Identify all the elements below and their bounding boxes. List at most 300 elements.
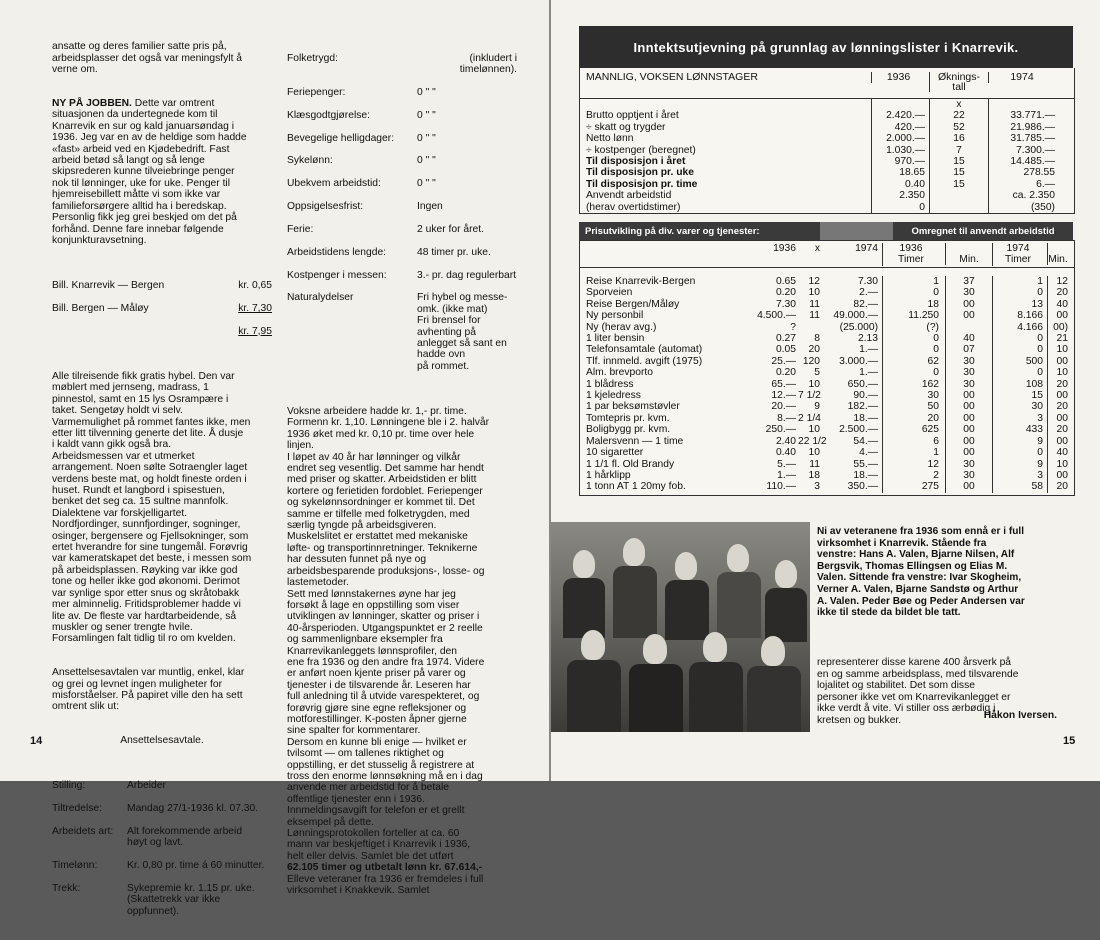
contract-value: Mandag 27/1-1936 kl. 07.30. bbox=[127, 803, 259, 815]
left-column-2 bbox=[287, 30, 517, 908]
time-row-1936-min: 00 bbox=[945, 481, 992, 492]
income-row-label: (herav overtidstimer) bbox=[586, 201, 681, 213]
price-row-1974: 1.— bbox=[859, 344, 878, 356]
price-row-label: Tlf. innmeld. avgift (1975) bbox=[586, 355, 703, 367]
price-header-1974: 1974 bbox=[855, 243, 878, 254]
price-row-label: 1 1/1 fl. Old Brandy bbox=[586, 458, 675, 470]
benefit-key: Klæsgodtgjørelse: bbox=[287, 109, 370, 121]
time-row-1936-hours: 0 bbox=[882, 344, 945, 355]
price-header-1936: 1936 bbox=[773, 243, 796, 254]
time-row-1936-min: 30 bbox=[945, 470, 992, 481]
fare-total-row bbox=[52, 326, 272, 337]
income-row-label: ÷ kostpenger (beregnet) bbox=[586, 144, 696, 156]
benefit-value: 0 " " bbox=[417, 109, 436, 121]
person-body bbox=[613, 566, 657, 638]
price-row-1936: 12.— bbox=[771, 390, 796, 402]
income-row bbox=[580, 202, 1074, 213]
income-row bbox=[580, 156, 1074, 167]
benefit-value: 48 timer pr. uke. bbox=[417, 246, 491, 258]
time-row-1936-min: 00 bbox=[945, 401, 992, 412]
time-row-1974-min: 10 bbox=[1047, 344, 1074, 355]
time-row-1974-min: 20 bbox=[1047, 424, 1074, 435]
income-row-growth: 15 bbox=[929, 179, 988, 190]
price-row-label: Malersvenn — 1 time bbox=[586, 435, 684, 447]
time-row-1936-hours: 18 bbox=[882, 299, 945, 310]
time-row-1974-hours: 15 bbox=[992, 390, 1047, 401]
price-row-label: 1 kjeledress bbox=[586, 390, 641, 402]
benefit-value: 0 " " bbox=[417, 87, 436, 99]
price-row-1936: 4.500.— bbox=[757, 310, 796, 322]
price-row-label: 10 sigaretter bbox=[586, 447, 644, 459]
price-row-1936: 0.27 bbox=[775, 333, 796, 345]
fare-row bbox=[52, 303, 272, 314]
benefit-value: 0 " " bbox=[417, 155, 436, 167]
contract-key: Stilling: bbox=[52, 780, 86, 792]
time-row-1974-min: 10 bbox=[1047, 367, 1074, 378]
income-row-label bbox=[580, 99, 871, 110]
page-number-left: 14 bbox=[30, 735, 43, 747]
income-row-1936 bbox=[871, 99, 929, 110]
income-row-1974: 33.771.— bbox=[988, 110, 1061, 121]
contract-row bbox=[52, 826, 272, 849]
price-row-1974: 2.13 bbox=[857, 333, 878, 345]
price-row-1974: (25.000) bbox=[839, 321, 878, 333]
income-row-growth: 22 bbox=[929, 110, 988, 121]
time-row-1936-min: 00 bbox=[945, 310, 992, 321]
income-header-growth: Øknings- tall bbox=[929, 72, 988, 92]
price-row-label: Reise Knarrevik-Bergen bbox=[586, 276, 696, 287]
fare-row bbox=[52, 280, 272, 291]
person-head bbox=[703, 632, 727, 662]
time-row-1936-hours: (?) bbox=[882, 322, 945, 333]
income-row-1974: 6.— bbox=[988, 179, 1061, 190]
price-row-1936: 8.— bbox=[777, 412, 796, 424]
author-signature: Håkon Iversen. bbox=[983, 710, 1057, 721]
income-row-1974: 31.785.— bbox=[988, 133, 1061, 144]
income-row-label: ÷ skatt og trygder bbox=[586, 121, 666, 133]
price-row-factor: 10 bbox=[808, 378, 820, 390]
price-row bbox=[580, 299, 1074, 310]
income-row-1936: 970.— bbox=[871, 156, 929, 167]
income-row-growth bbox=[929, 190, 988, 201]
price-row-1936: 0.40 bbox=[775, 447, 796, 459]
income-row bbox=[580, 122, 1074, 133]
price-row bbox=[580, 424, 1074, 435]
benefit-value: 0 " " bbox=[417, 178, 436, 190]
time-row-1974-min: 00 bbox=[1047, 390, 1074, 401]
fare-route: Bill. Knarrevik — Bergen bbox=[52, 280, 165, 292]
income-row-1936: 2.000.— bbox=[871, 133, 929, 144]
time-row-1974-hours: 58 bbox=[992, 481, 1047, 492]
time-row-1974-min: 10 bbox=[1047, 459, 1074, 470]
price-row bbox=[580, 356, 1074, 367]
income-row-growth: 15 bbox=[929, 156, 988, 167]
time-row-1974-min: 20 bbox=[1047, 481, 1074, 492]
price-row-1974: 90.— bbox=[853, 390, 878, 402]
income-header-1936: 1936 bbox=[871, 72, 929, 83]
time-row-1974-min: 00) bbox=[1047, 322, 1074, 333]
contract-intro: Ansettelsesavtalen var muntlig, enkel, klar og grei og levnet ingen muligheter for misforståelser. På papiret ville den ha sett omtrent slik ut: bbox=[52, 667, 245, 713]
time-row-1936-min: 00 bbox=[945, 413, 992, 424]
time-row-1974-hours: 433 bbox=[992, 424, 1047, 435]
person-body bbox=[747, 666, 801, 732]
benefit-key: Arbeidstidens lengde: bbox=[287, 246, 387, 258]
price-band-fill bbox=[820, 222, 893, 240]
price-row-1974: 2.— bbox=[859, 287, 878, 299]
fare-route: Bill. Bergen — Måløy bbox=[52, 302, 149, 314]
income-row-1936: 1.030.— bbox=[871, 145, 929, 156]
time-row-1936-hours: 2 bbox=[882, 470, 945, 481]
time-row-1974-hours: 500 bbox=[992, 356, 1047, 367]
benefit-row bbox=[287, 155, 517, 166]
price-row-label: Ny personbil bbox=[586, 310, 644, 322]
price-row bbox=[580, 447, 1074, 458]
article-text: Voksne arbeidere hadde kr. 1,- pr. time. Formenn kr. 1,10. Lønningene ble i 2. halvår 1936 øket med kr. 0,10 pr. time over hele linjen. I løpet av 40 år har lønninger og vilkår endret seg vesentlig. Det samme har hendt med priser og skatter. Arbeidstiden er blitt kortere og ferietiden fordoblet. Feriepenger og sykelønnsordninger er kommet til. Det samme er tilfelle med folketrygden, med særlig tyngde på arbeidsgiveren. Muskelslitet er erstattet med mekaniske løfte- og transportinnretninger. Teknikerne har dessuten funnet på nye og arbeidsbesparende produksjons-, losse- og lastemetoder. Sett med lønnstakernes øyne har jeg forsøkt å lage en oppstilling som viser utviklingen av lønninger, skatter og priser i 40-årsperioden. Utgangspunktet er 2 reelle og sammenlignbare eksempler fra Knarrevikanleggets lønnsprofiler, den ene fra 1936 og den andre fra 1974. Videre er anført noen kjente priser på varer og tjenester i de tilsvarende år. Leseren har full anledning til å utvide varespekteret, og forøvrig gjøre sine egne refleksjoner og motforestillinger. K-posten åpner gjerne sine spalter for kommentarer. Dersom en kunne bli enige — hvilket er tvilsomt — om tallenes riktighet og oppstilling, er det stusselig å registrere at tross den enorme lønnsøkning må en i dag anvende mer arbeidstid for å betale offentlige tjenester enn i 1936. Innmeldingsavgift for telefon er et grellt eksempel på dette. Lønningsprotokollen forteller at ca. 60 mann var beskjeftiget i Knarrevik i 1936, helt eller delvis. Samlet ble det utført bbox=[287, 406, 490, 862]
price-row-1936: 20.— bbox=[771, 401, 796, 413]
contract-row bbox=[52, 860, 272, 871]
contract-key: Timelønn: bbox=[52, 860, 98, 872]
time-row-1936-hours: 30 bbox=[882, 390, 945, 401]
price-row bbox=[580, 470, 1074, 481]
right-page bbox=[551, 0, 1100, 781]
price-row-factor: 7 1/2 bbox=[798, 390, 821, 402]
time-row-1974-hours: 0 bbox=[992, 333, 1047, 344]
time-row-1936-min: 30 bbox=[945, 367, 992, 378]
time-row-1936-hours: 20 bbox=[882, 413, 945, 424]
income-row-label: Brutto opptjent i året bbox=[586, 110, 679, 122]
income-row-growth: 7 bbox=[929, 145, 988, 156]
price-row-factor: 120 bbox=[802, 355, 820, 367]
benefit-row bbox=[287, 87, 517, 98]
income-row-label: Netto lønn bbox=[586, 133, 634, 145]
time-row-1974-hours: 108 bbox=[992, 379, 1047, 390]
time-row-1974-hours: 1 bbox=[992, 276, 1047, 287]
income-row bbox=[580, 167, 1074, 178]
income-row-1974: 14.485.— bbox=[988, 156, 1061, 167]
price-row-1974: 49.000.— bbox=[833, 310, 878, 322]
benefit-value: 0 " " bbox=[417, 132, 436, 144]
time-row-1936-hours: 50 bbox=[882, 401, 945, 412]
benefit-row bbox=[287, 201, 517, 212]
time-row-1936-min: 40 bbox=[945, 333, 992, 344]
income-row-1936: 2.420.— bbox=[871, 110, 929, 121]
benefit-row bbox=[287, 53, 517, 76]
income-row bbox=[580, 145, 1074, 156]
person-head bbox=[775, 560, 797, 588]
price-row-factor: 2 1/4 bbox=[798, 412, 821, 424]
time-header-1936-min: Min. bbox=[945, 243, 992, 265]
person-head bbox=[675, 552, 697, 580]
price-row-factor: 10 bbox=[808, 424, 820, 436]
contract-row bbox=[52, 780, 272, 791]
veterans-photo bbox=[551, 522, 810, 732]
person-body bbox=[563, 578, 605, 638]
price-row bbox=[580, 333, 1074, 344]
time-header-1936 bbox=[882, 243, 945, 266]
time-row-1936-min: 30 bbox=[945, 356, 992, 367]
person-head bbox=[623, 538, 645, 566]
price-row-factor: 9 bbox=[814, 401, 820, 413]
benefit-row bbox=[287, 178, 517, 189]
time-row-1936-hours: 1 bbox=[882, 276, 945, 287]
person-head bbox=[761, 636, 785, 666]
time-row-1974-hours: 3 bbox=[992, 470, 1047, 481]
price-row-1936: 2.40 bbox=[775, 435, 796, 447]
time-row-1974-hours: 9 bbox=[992, 436, 1047, 447]
income-row-growth: 16 bbox=[929, 133, 988, 144]
time-row-1974-hours: 8.166 bbox=[992, 310, 1047, 321]
income-row-label: Anvendt arbeidstid bbox=[586, 190, 672, 202]
article-end-text: Elleve veteraner fra 1936 er fremdeles i full virksomhet i Knakkevik. Samlet bbox=[287, 873, 484, 897]
time-row-1936-min: 30 bbox=[945, 287, 992, 298]
price-row-1974: 55.— bbox=[853, 458, 878, 470]
benefit-value: 2 uker for året. bbox=[417, 223, 484, 235]
person-body bbox=[689, 662, 743, 732]
price-row bbox=[580, 322, 1074, 333]
price-row-1974: 82.— bbox=[853, 298, 878, 310]
contract-value: Sykepremie kr. 1.15 pr. uke. (Skattetrekk var ikke oppfunnet). bbox=[127, 883, 255, 917]
person-head bbox=[581, 630, 605, 660]
price-table-body bbox=[580, 268, 1074, 495]
left-column-1 bbox=[52, 30, 272, 940]
price-header-x: x bbox=[814, 243, 820, 254]
benefit-value: Fri hybel og messe- omk. (ikke mat) Fri brensel for avhenting på anlegget så sant en hadde ovn på rommet. bbox=[417, 292, 508, 372]
income-row-1974: ca. 2.350 bbox=[988, 190, 1061, 201]
time-row-1974-min: 40 bbox=[1047, 447, 1074, 458]
price-row-1974: 54.— bbox=[853, 435, 878, 447]
benefit-row bbox=[287, 110, 517, 121]
price-row-1936: ? bbox=[790, 321, 796, 333]
time-row-1936-hours: 625 bbox=[882, 424, 945, 435]
time-row-1974-hours: 0 bbox=[992, 287, 1047, 298]
benefit-value: (inkludert i timelønnen). bbox=[459, 52, 517, 76]
price-row-1936: 110.— bbox=[766, 481, 796, 493]
time-row-1974-min: 20 bbox=[1047, 379, 1074, 390]
price-row-label: Telefonsamtale (automat) bbox=[586, 344, 703, 356]
person-body bbox=[765, 588, 807, 642]
time-row-1974-hours: 13 bbox=[992, 299, 1047, 310]
time-row-1936-hours: 12 bbox=[882, 459, 945, 470]
benefit-row bbox=[287, 292, 517, 372]
time-row-1936-hours: 6 bbox=[882, 436, 945, 447]
price-band-converted: Omregnet til anvendt arbeidstid bbox=[893, 222, 1073, 240]
photo-caption: Ni av veteranene fra 1936 som ennå er i full virksomhet i Knarrevik. Stående fra venstre: Hans A. Valen, Bjarne Nilsen, Alf Bergsvik, Thomas Ellingsen og Elias M. Valen. Sittende fra venstre: Ivar Skogheim, Verner A. Valen, Bjarne Sandstø og Arthur A. Valen. Peder Bøe og Peder Andersen var ikke til stede da bildet ble tatt. bbox=[817, 526, 1025, 619]
price-row-1936: 1.— bbox=[777, 469, 796, 481]
contract-key: Trekk: bbox=[52, 883, 81, 895]
price-row-factor: 18 bbox=[808, 469, 820, 481]
time-row-1974-min: 12 bbox=[1047, 276, 1074, 287]
benefit-row bbox=[287, 224, 517, 235]
article-body bbox=[287, 406, 517, 896]
price-row-factor: 10 bbox=[808, 447, 820, 459]
benefit-key: Naturalydelser bbox=[287, 292, 354, 304]
benefit-row bbox=[287, 133, 517, 144]
price-row bbox=[580, 413, 1074, 424]
jobben-text: Dette var omtrent situasjonen da undertegnede kom til Knarrevik en sur og kald januarsøndag i 1936. Jeg var en av de heldige som hadde «fast» arbeid ved en Kjødebedrift. Fast arbeid betød så langt og så lenge skipsrederen kunne tilveiebringe penger nok til lønninger, uke for uke. Penger til hjemreisebillett måtte vi som ikke var familieforsørgere alltid ha i beredskap. Personlig fikk jeg grei beskjed om det på forhånd. Denne fare innebar følgende konjunkturavsetning. bbox=[52, 98, 247, 246]
income-row bbox=[580, 110, 1074, 121]
closing-paragraph: representerer disse karene 400 årsverk på en og samme arbeidsplass, med tilsvarende lojalitet og stabilitet. Det som disse personer ikke vet om Knarrevikanlegget er ikke verdt å vite. Vi stiller oss ærbødig i kretsen og bukker. bbox=[817, 657, 1019, 726]
time-row-1974-hours: 0 bbox=[992, 447, 1047, 458]
benefit-key: Bevegelige helligdager: bbox=[287, 132, 395, 144]
benefit-key: Feriepenger: bbox=[287, 87, 346, 99]
time-row-1936-min: 00 bbox=[945, 390, 992, 401]
price-row bbox=[580, 401, 1074, 412]
price-table bbox=[579, 240, 1075, 496]
price-row-1974: 2.500.— bbox=[839, 424, 878, 436]
income-row bbox=[580, 190, 1074, 201]
time-header-1974 bbox=[992, 243, 1047, 266]
time-row-1974-min: 00 bbox=[1047, 436, 1074, 447]
price-row-1974: 18.— bbox=[853, 469, 878, 481]
benefits-table bbox=[287, 41, 517, 383]
article-bold-text: 62.105 timer og utbetalt lønn kr. 67.614,- bbox=[287, 862, 483, 874]
time-header-1974-min: Min. bbox=[1047, 243, 1074, 265]
time-row-1936-min: 07 bbox=[945, 344, 992, 355]
price-row-1974: 4.— bbox=[859, 447, 878, 459]
price-row-factor: 22 1/2 bbox=[798, 435, 827, 447]
price-row-factor: 10 bbox=[808, 287, 820, 299]
price-row-label: 1 tonn AT 1 20my fob. bbox=[586, 481, 686, 493]
price-row-1974: 182.— bbox=[847, 401, 878, 413]
price-row bbox=[580, 310, 1074, 321]
time-row-1974-hours: 30 bbox=[992, 401, 1047, 412]
price-row-factor: 3 bbox=[814, 481, 820, 493]
income-banner: Inntektsutjevning på grunnlag av lønningslister i Knarrevik. bbox=[579, 26, 1073, 68]
time-row-1936-hours: 275 bbox=[882, 481, 945, 492]
fare-list bbox=[52, 269, 272, 349]
price-row-1974: 1.— bbox=[859, 367, 878, 379]
income-row-1936: 18.65 bbox=[871, 167, 929, 178]
person-head bbox=[573, 550, 595, 578]
price-row-1936: 0.20 bbox=[775, 367, 796, 379]
time-row-1936-hours: 0 bbox=[882, 287, 945, 298]
price-row bbox=[580, 276, 1074, 287]
income-row-1974: 278.55 bbox=[988, 167, 1061, 178]
price-row-1974: 3.000.— bbox=[839, 355, 878, 367]
price-row bbox=[580, 367, 1074, 378]
price-row-1936: 25.— bbox=[771, 355, 796, 367]
person-body bbox=[717, 572, 761, 638]
fare-price: kr. 7,30 bbox=[238, 302, 272, 314]
fare-price: kr. 0,65 bbox=[238, 280, 272, 292]
price-row-factor: 11 bbox=[809, 310, 820, 322]
benefit-key: Ubekvem arbeidstid: bbox=[287, 178, 381, 190]
benefit-key: Sykelønn: bbox=[287, 155, 333, 167]
price-row-label: Reise Bergen/Måløy bbox=[586, 298, 680, 310]
income-row-1936: 0.40 bbox=[871, 179, 929, 190]
price-row-factor: 5 bbox=[814, 367, 820, 379]
price-row-factor: 12 bbox=[808, 276, 820, 287]
price-row-1974: 650.— bbox=[847, 378, 878, 390]
time-row-1936-hours: 11.250 bbox=[882, 310, 945, 321]
income-header-label: MANNLIG, VOKSEN LØNNSTAGER bbox=[586, 71, 758, 83]
time-header-1974-year: 1974 bbox=[1006, 243, 1030, 254]
income-row-1974: 7.300.— bbox=[988, 145, 1061, 156]
price-row-label: 1 blådress bbox=[586, 378, 634, 390]
benefit-row bbox=[287, 247, 517, 258]
price-row bbox=[580, 481, 1074, 492]
time-row-1936-min: 00 bbox=[945, 436, 992, 447]
time-row-1936-hours: 162 bbox=[882, 379, 945, 390]
income-table bbox=[579, 68, 1075, 214]
page-number-right: 15 bbox=[1063, 735, 1076, 747]
housing-text: Alle tilreisende fikk gratis hybel. Den var møblert med jernseng, madrass, 1 pinnestol, samt en 15 lys Osrampære i taket. Sengetøy holdt vi selv. Varmemulighet på rommet fantes ikke, men etter litt tilvenning generte det lite. Å dusje i kaldt vann gikk også bra. Arbeidsmessen var et utmerket arrangement. Noen sølte Sotraengler laget verdens beste mat, og holdt fineste orden i huset. Rundt et langbord i spisestuen, benket det seg ca. 15 sultne mannfolk. Dialektene var forskjelligartet. Nordfjordinger, sunnfjordinger, sogninger, osinger, bergensere og Fjellsokninger, som ertet hverandre for sine tungemål. Forøvrig var kameratskapet det beste, i messen som på arbeidsplassen. Røyking var ikke god tone og heller ikke god økonomi. Derimot var synlige spor etter snus og skråtobakk mer alminnelig. Fritidsproblemer hadde vi lite av. De fleste var hardtarbeidende, så muskler og sener trengte hvile. Forsamlingen falt tidlig til ro om kvelden. bbox=[52, 370, 252, 645]
time-row-1936-min bbox=[945, 322, 992, 333]
time-row-1974-hours: 4.166 bbox=[992, 322, 1047, 333]
price-row-1936: 7.30 bbox=[775, 298, 796, 310]
price-row-label: Ny (herav avg.) bbox=[586, 321, 657, 333]
time-row-1936-min: 37 bbox=[945, 276, 992, 287]
price-row bbox=[580, 344, 1074, 355]
time-header-1936-timer: Timer bbox=[898, 254, 924, 266]
benefit-value: Ingen bbox=[417, 201, 443, 213]
contract-table bbox=[52, 769, 272, 929]
income-header-1974: 1974 bbox=[988, 72, 1061, 83]
benefit-key: Oppsigelsesfrist: bbox=[287, 201, 364, 213]
person-head bbox=[727, 544, 749, 572]
price-band-title: Prisutvikling på div. varer og tjenester: bbox=[579, 222, 820, 240]
income-row-1974: (350) bbox=[988, 202, 1061, 213]
price-row-label: 1 hårklipp bbox=[586, 469, 631, 481]
benefit-row bbox=[287, 270, 517, 281]
income-row-1974: 21.986.— bbox=[988, 122, 1061, 133]
time-header-1974-timer: Timer bbox=[1005, 254, 1031, 266]
benefit-key: Ferie: bbox=[287, 223, 314, 235]
time-row-1974-min: 20 bbox=[1047, 287, 1074, 298]
price-row-factor: 11 bbox=[809, 298, 820, 310]
price-row-1936: 0.65 bbox=[775, 276, 796, 287]
income-row bbox=[580, 99, 1074, 110]
benefit-key: Folketrygd: bbox=[287, 52, 338, 64]
price-row-1936: 5.— bbox=[777, 458, 796, 470]
income-row-label: Til disposisjon pr. time bbox=[586, 178, 698, 190]
price-row-label: Boligbygg pr. kvm. bbox=[586, 424, 671, 436]
time-row-1974-hours: 0 bbox=[992, 344, 1047, 355]
income-row bbox=[580, 179, 1074, 190]
price-row-1936: 250.— bbox=[765, 424, 796, 436]
time-row-1936-min: 30 bbox=[945, 459, 992, 470]
time-row-1936-hours: 0 bbox=[882, 367, 945, 378]
left-page bbox=[0, 0, 549, 917]
price-row-factor: 20 bbox=[808, 344, 820, 356]
time-header-1936-year: 1936 bbox=[899, 243, 923, 254]
time-row-1936-min: 00 bbox=[945, 299, 992, 310]
income-row-growth: 52 bbox=[929, 122, 988, 133]
benefit-value: 3.- pr. dag regulerbart bbox=[417, 269, 517, 281]
income-row-label: Til disposisjon i året bbox=[586, 156, 686, 168]
price-row-1936: 65.— bbox=[771, 378, 796, 390]
contract-key: Arbeidets art: bbox=[52, 826, 114, 837]
price-row-factor: 11 bbox=[809, 458, 820, 470]
income-row-1936: 420.— bbox=[871, 122, 929, 133]
time-row-1974-min: 00 bbox=[1047, 310, 1074, 321]
contract-title: Ansettelsesavtale. bbox=[120, 735, 204, 747]
income-row-growth bbox=[929, 202, 988, 213]
time-row-1974-hours: 9 bbox=[992, 459, 1047, 470]
price-row bbox=[580, 287, 1074, 298]
fare-total: kr. 7,95 bbox=[238, 325, 272, 337]
jobben-heading: NY PÅ JOBBEN. bbox=[52, 98, 132, 110]
person-body bbox=[629, 664, 683, 732]
time-row-1974-min: 00 bbox=[1047, 413, 1074, 424]
price-row-label: 1 par beksømstøvler bbox=[586, 401, 680, 413]
price-row-label: Tomtepris pr. kvm. bbox=[586, 412, 670, 424]
price-row bbox=[580, 379, 1074, 390]
person-body bbox=[567, 660, 621, 732]
contract-key: Tiltredelse: bbox=[52, 803, 102, 815]
income-row-1936: 0 bbox=[871, 202, 929, 213]
time-row-1936-hours: 1 bbox=[882, 447, 945, 458]
